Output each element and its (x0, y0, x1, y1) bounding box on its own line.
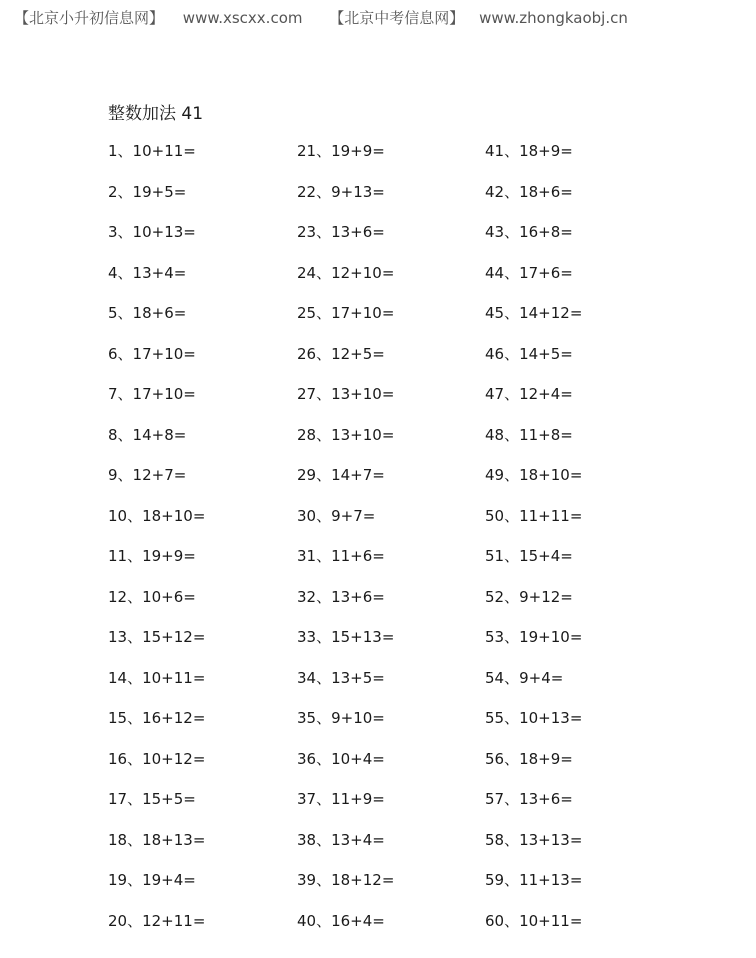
problem-item: 4、13+4= (108, 263, 187, 282)
problem-item: 12、10+6= (108, 587, 196, 606)
problem-item: 1、10+11= (108, 142, 196, 160)
problem-item: 15、16+12= (108, 709, 206, 727)
problem-item: 3、10+13= (108, 223, 196, 241)
problem-item: 55、10+13= (485, 709, 583, 727)
problem-item: 16、10+12= (108, 749, 206, 768)
problem-item: 27、13+10= (297, 385, 395, 403)
problem-item: 8、14+8= (108, 425, 187, 444)
problem-item: 33、15+13= (297, 628, 395, 646)
problem-item: 36、10+4= (297, 749, 385, 768)
header-site-url-secondary[interactable]: www.zhongkaobj.cn (479, 9, 628, 27)
problem-item: 37、11+9= (297, 790, 385, 808)
problem-item: 46、14+5= (485, 344, 573, 363)
problem-item: 35、9+10= (297, 709, 385, 727)
problem-item: 40、16+4= (297, 911, 385, 930)
problem-item: 58、13+13= (485, 830, 583, 849)
problem-item: 5、18+6= (108, 304, 187, 322)
problem-item: 45、14+12= (485, 304, 583, 322)
header-site-name-primary: 【北京小升初信息网】 (14, 9, 165, 27)
problem-item: 25、17+10= (297, 304, 395, 322)
problem-item: 52、9+12= (485, 587, 573, 606)
problem-item: 17、15+5= (108, 790, 196, 808)
problem-item: 28、13+10= (297, 425, 395, 444)
problem-item: 29、14+7= (297, 466, 385, 484)
problem-item: 21、19+9= (297, 142, 385, 160)
problem-item: 23、13+6= (297, 223, 385, 241)
problem-item: 51、15+4= (485, 547, 573, 565)
problem-item: 41、18+9= (485, 142, 573, 160)
problem-item: 42、18+6= (485, 182, 573, 201)
problem-item: 49、18+10= (485, 466, 583, 484)
header-site-url-primary[interactable]: www.xscxx.com (182, 9, 303, 27)
problem-item: 39、18+12= (297, 871, 395, 889)
problem-item: 9、12+7= (108, 466, 187, 484)
problem-item: 26、12+5= (297, 344, 385, 363)
problem-item: 57、13+6= (485, 790, 573, 808)
worksheet-title: 整数加法 41 (108, 104, 204, 124)
problem-item: 47、12+4= (485, 385, 573, 403)
problem-item: 53、19+10= (485, 628, 583, 646)
problem-item: 34、13+5= (297, 668, 385, 687)
problem-item: 11、19+9= (108, 547, 196, 565)
page-header (14, 7, 628, 28)
problem-item: 20、12+11= (108, 911, 206, 930)
problem-item: 7、17+10= (108, 385, 196, 403)
problem-item: 22、9+13= (297, 182, 385, 201)
problem-item: 13、15+12= (108, 628, 206, 646)
problem-item: 56、18+9= (485, 749, 573, 768)
problem-item: 50、11+11= (485, 506, 583, 525)
problem-item: 30、9+7= (297, 506, 376, 525)
problem-item: 44、17+6= (485, 263, 573, 282)
problem-item: 60、10+11= (485, 911, 583, 930)
problem-item: 24、12+10= (297, 263, 395, 282)
problem-item: 31、11+6= (297, 547, 385, 565)
problem-item: 19、19+4= (108, 871, 196, 889)
problem-item: 54、9+4= (485, 668, 564, 687)
problem-item: 2、19+5= (108, 182, 187, 201)
problem-item: 43、16+8= (485, 223, 573, 241)
problem-item: 59、11+13= (485, 871, 583, 889)
problem-item: 6、17+10= (108, 344, 196, 363)
header-site-name-secondary: 【北京中考信息网】 (329, 9, 465, 27)
problem-item: 18、18+13= (108, 830, 206, 849)
problem-item: 14、10+11= (108, 668, 206, 687)
problem-item: 48、11+8= (485, 425, 573, 444)
problem-item: 10、18+10= (108, 506, 206, 525)
problem-item: 32、13+6= (297, 587, 385, 606)
problem-grid (108, 141, 673, 951)
problem-item: 38、13+4= (297, 830, 385, 849)
